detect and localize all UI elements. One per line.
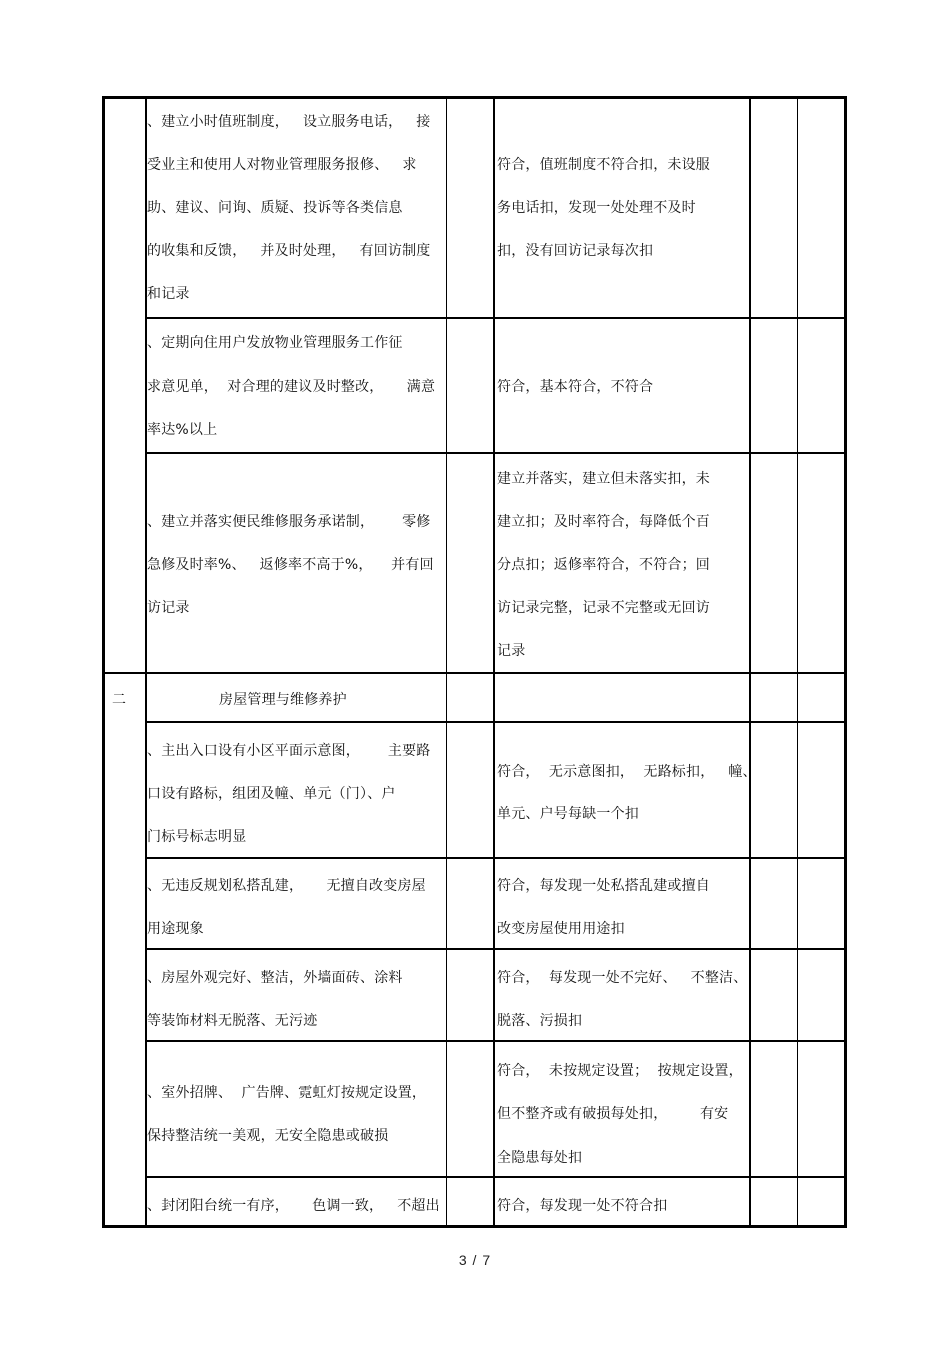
item-text: 门标号标志明显 [147,829,247,845]
criteria-text: 符合， 无示意图扣， 无路标扣， 幢、 [497,764,757,780]
section-title: 房屋管理与维修养护 [219,692,347,708]
row-divider [145,1040,847,1042]
item-text: 口设有路标，组团及幢、单元（门）、户 [147,786,396,802]
item-text: 、定期向住用户发放物业管理服务工作征 [147,335,403,351]
col-divider [493,96,495,1228]
section-number: 二 [112,692,127,708]
criteria-text: 访记录完整，记录不完整或无回访 [497,600,710,616]
table-border-bottom [102,1225,847,1228]
row-divider [102,672,847,674]
row-divider [145,721,847,723]
item-text: 求意见单， 对合理的建议及时整改， 满意 [147,379,436,395]
criteria-text: 符合， 未按规定设置； 按规定设置， [497,1063,743,1079]
criteria-text: 脱落、污损扣 [497,1013,583,1029]
criteria-text: 符合，基本符合，不符合 [497,379,654,395]
row-divider [145,317,847,319]
item-text: 用途现象 [147,921,204,937]
item-text: 、无违反规划私搭乱建， 无擅自改变房屋 [147,878,426,894]
item-text: 率达%以上 [147,422,218,438]
criteria-text: 但不整齐或有破损每处扣， 有安 [497,1106,729,1122]
criteria-text: 符合，每发现一处不符合扣 [497,1198,668,1214]
col-divider [749,96,751,1228]
item-text: 的收集和反馈， 并及时处理， 有回访制度 [147,243,431,259]
table-border-top [102,96,847,99]
table-border-right [844,96,847,1228]
criteria-text: 符合， 每发现一处不完好、 不整洁、 [497,970,748,986]
criteria-text: 务电话扣，发现一处处理不及时 [497,200,696,216]
item-text: 受业主和使用人对物业管理服务报修、 求 [147,157,417,173]
item-text: 、建立并落实便民维修服务承诺制， 零修 [147,514,431,530]
table-border-left [102,96,105,1228]
criteria-text: 改变房屋使用用途扣 [497,921,625,937]
criteria-text: 全隐患每处扣 [497,1150,583,1166]
col-divider [797,96,798,1228]
page-number: 3 / 7 [458,1252,492,1268]
criteria-text: 记录 [497,643,526,659]
item-text: 保持整洁统一美观，无安全隐患或破损 [147,1128,389,1144]
row-divider [145,948,847,950]
row-divider [145,452,847,454]
col-divider [145,96,147,1228]
item-text: 、封闭阳台统一有序， 色调一致， 不超出 [147,1198,440,1214]
criteria-text: 建立扣；及时率符合，每降低个百 [497,514,710,530]
col-divider [446,96,447,1228]
criteria-text: 分点扣；返修率符合，不符合；回 [497,557,710,573]
item-text: 等装饰材料无脱落、无污迹 [147,1013,318,1029]
item-text: 和记录 [147,286,190,302]
criteria-text: 符合，每发现一处私搭乱建或擅自 [497,878,710,894]
criteria-text: 符合，值班制度不符合扣，未设服 [497,157,710,173]
row-divider [145,857,847,859]
item-text: 、建立小时值班制度， 设立服务电话， 接 [147,114,431,130]
criteria-text: 扣，没有回访记录每次扣 [497,243,654,259]
criteria-text: 单元、户号每缺一个扣 [497,806,639,822]
criteria-text: 建立并落实，建立但未落实扣，未 [497,471,710,487]
item-text: 、室外招牌、 广告牌、霓虹灯按规定设置， [147,1085,427,1101]
item-text: 、房屋外观完好、整洁，外墙面砖、涂料 [147,970,403,986]
item-text: 访记录 [147,600,190,616]
row-divider [145,1176,847,1178]
item-text: 急修及时率%、 返修率不高于%， 并有回 [147,557,434,573]
item-text: 、主出入口设有小区平面示意图， 主要路 [147,743,431,759]
evaluation-table [102,96,847,1228]
item-text: 助、建议、问询、质疑、投诉等各类信息 [147,200,403,216]
